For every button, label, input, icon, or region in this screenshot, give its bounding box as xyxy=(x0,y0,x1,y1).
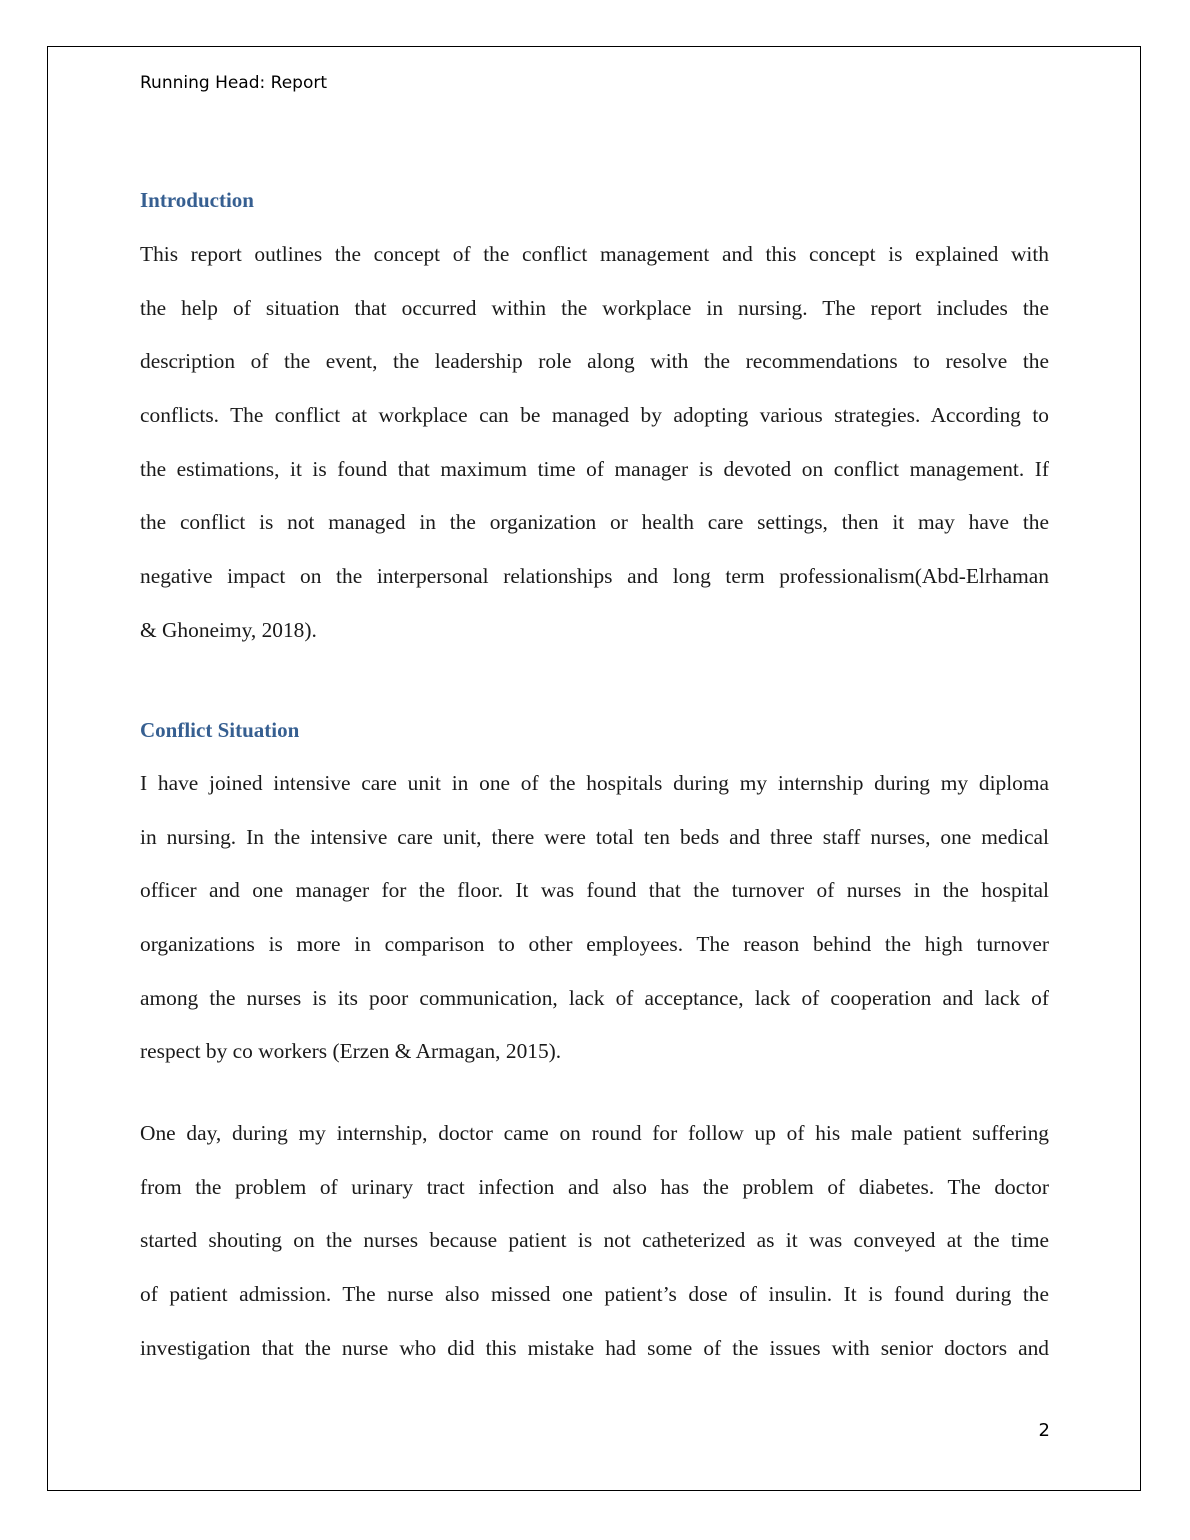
paragraph-line: negative impact on the interpersonal relationships and long term professionalism(Abd-Elrhaman xyxy=(140,564,1049,589)
paragraph-line: This report outlines the concept of the conflict management and this concept is explained with xyxy=(140,242,1049,266)
conflict-situation-paragraph-1 xyxy=(140,770,1049,1092)
paragraph-line: respect by co workers (Erzen & Armagan, 2015). xyxy=(140,1039,562,1064)
paragraph-line: One day, during my internship, doctor came on round for follow up of his male patient suffering xyxy=(140,1121,1049,1145)
conflict-situation-paragraph-2 xyxy=(140,1120,1049,1388)
paragraph-line: officer and one manager for the floor. It was found that the turnover of nurses in the hospital xyxy=(140,878,1049,903)
paragraph-line: description of the event, the leadership role along with the recommendations to resolve the xyxy=(140,349,1049,374)
introduction-heading: Introduction xyxy=(140,188,254,212)
running-head: Running Head: Report xyxy=(140,73,327,93)
paragraph-line: & Ghoneimy, 2018). xyxy=(140,617,317,642)
page-number: 2 xyxy=(1038,1420,1050,1441)
paragraph-line: the help of situation that occurred within the workplace in nursing. The report includes the xyxy=(140,295,1049,320)
paragraph-line: I have joined intensive care unit in one of the hospitals during my internship during my diploma xyxy=(140,771,1049,795)
paragraph-line: from the problem of urinary tract infection and also has the problem of diabetes. The doctor xyxy=(140,1174,1049,1199)
paragraph-line: investigation that the nurse who did this mistake had some of the issues with senior doctors and xyxy=(140,1335,1049,1360)
paragraph-line: of patient admission. The nurse also missed one patient’s dose of insulin. It is found during the xyxy=(140,1282,1049,1307)
paragraph-line: started shouting on the nurses because patient is not catheterized as it was conveyed at the time xyxy=(140,1228,1049,1253)
conflict-situation-heading: Conflict Situation xyxy=(140,718,300,742)
paragraph-line: the conflict is not managed in the organization or health care settings, then it may have the xyxy=(140,510,1049,535)
introduction-paragraph xyxy=(140,241,1049,671)
paragraph-line: among the nurses is its poor communication, lack of acceptance, lack of cooperation and lack of xyxy=(140,985,1049,1010)
paragraph-line: in nursing. In the intensive care unit, there were total ten beds and three staff nurses, one medical xyxy=(140,824,1049,849)
paragraph-line: conflicts. The conflict at workplace can be managed by adopting various strategies. According to xyxy=(140,403,1049,428)
paragraph-line: the estimations, it is found that maximum time of manager is devoted on conflict management. If xyxy=(140,456,1049,481)
paragraph-line: organizations is more in comparison to other employees. The reason behind the high turnover xyxy=(140,932,1049,957)
